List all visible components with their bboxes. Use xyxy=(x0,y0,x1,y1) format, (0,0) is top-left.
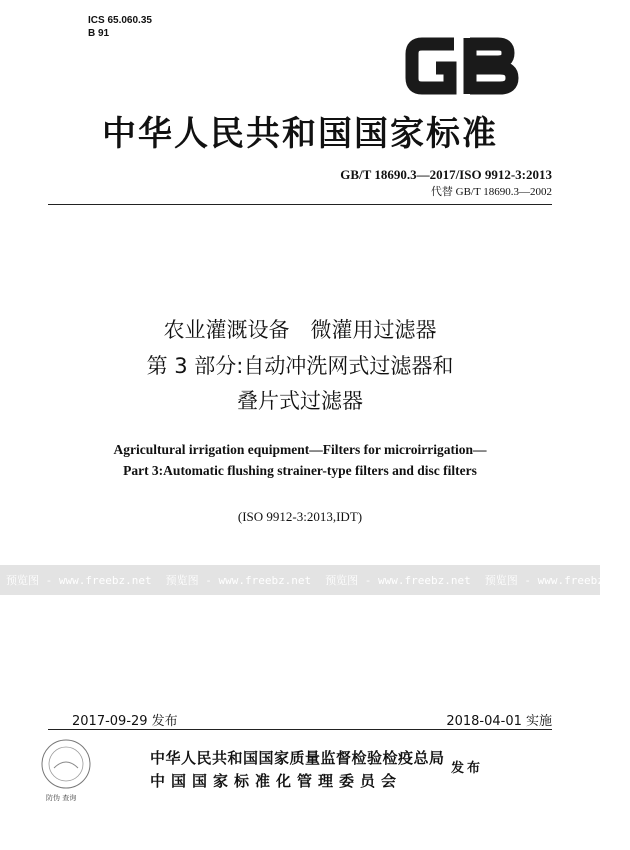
implementation-date: 2018-04-01 实施 xyxy=(446,714,552,729)
standard-code: GB/T 18690.3—2017/ISO 9912-3:2013 xyxy=(340,167,552,182)
iso-reference: (ISO 9912-3:2013,IDT) xyxy=(237,509,363,524)
replaces-note: 代替 GB/T 18690.3—2002 xyxy=(430,186,552,198)
title-en-line1: Agricultural irrigation equipment—Filters for microirrigation— xyxy=(113,442,487,457)
watermark-band xyxy=(0,565,630,595)
svg-text:GB: GB xyxy=(461,98,463,99)
header-divider xyxy=(48,204,552,205)
title-cn-line3: 叠片式过滤器 xyxy=(237,389,363,413)
ccs-code: B 91 xyxy=(88,28,110,39)
issuer-sac: 中国国家标准化管理委员会 xyxy=(150,772,403,790)
footer-divider xyxy=(48,729,552,730)
title-cn-line2: 第 3 部分:自动冲洗网式过滤器和 xyxy=(146,354,454,378)
standard-title: 中华人民共和国国家标准 xyxy=(102,114,498,154)
issuer-aqsiq: 中华人民共和国国家质量监督检验检疫总局 xyxy=(150,749,445,767)
anti-counterfeit-seal-icon xyxy=(40,738,92,790)
issued-by-label: 发布 xyxy=(451,761,484,776)
gb-logo xyxy=(402,32,520,100)
watermark-text: 预览图 - www.freebz.net xyxy=(165,574,312,587)
watermark-text: 预览图 - www.freebz.net xyxy=(484,574,630,587)
watermark-text: 预览图 - www.freebz.net xyxy=(325,574,471,587)
classification-codes xyxy=(88,14,152,40)
issue-date: 2017-09-29 发布 xyxy=(72,714,178,729)
title-cn-line1: 农业灌溉设备 微灌用过滤器 xyxy=(163,318,437,342)
title-en-line2: Part 3:Automatic flushing strainer-type filters and disc filters xyxy=(123,463,477,478)
seal-label: 防伪 查询 xyxy=(46,794,77,802)
ics-code: ICS 65.060.35 xyxy=(88,15,152,26)
watermark-text: 预览图 - www.freebz.net xyxy=(6,574,152,587)
